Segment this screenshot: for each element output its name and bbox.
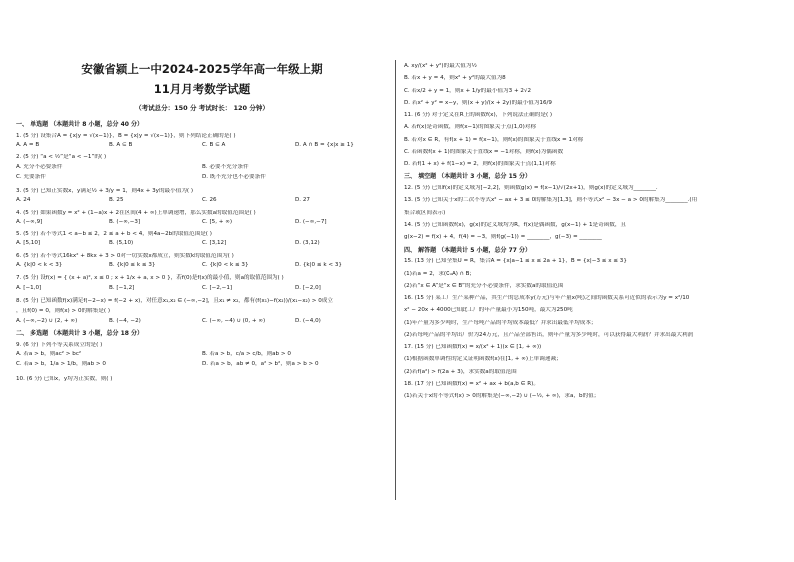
question-16-part-2: (2)若每吨产品的平均出厂价为24万元，且产品全部售出，则年产量为多少吨时，可以获得最大利润？并求出最大利润	[404, 331, 694, 338]
question-10: 10. (6 分) 已知x，y均为正实数，则( )	[16, 375, 113, 382]
exam-meta: （考试总分：150 分 考试时长： 120 分钟）	[135, 104, 269, 112]
question-17-part-2: (2)若f(a²) > f(2a + 3)，求实数a的取值范围	[404, 368, 517, 375]
question-1: 1. (5 分) 设集合A = {x|y = √(x−1)}，B = {x|y = √(x−1)}，则下列结论正确的是( )	[16, 132, 236, 139]
question-10-option-b: B. 若x + y = 4，则x² + y²的最大值为8	[404, 75, 506, 82]
option: C. 26	[202, 197, 217, 204]
question-14-continued: g(x−2) = f(x) + 4，f(4) = −3，则f(g(−1)) = ________，g(−3) = ________	[404, 234, 602, 241]
section-heading-single-choice: 一、 单选题 （本题共计 8 小题，总分 40 分）	[16, 121, 144, 128]
option: A. 若a > b，则ac² > bc²	[16, 350, 82, 357]
right-column	[404, 0, 782, 562]
question-11-option-c: C. 若函数f(x + 1)的图象关于直线x = −1对称，则f(x)为偶函数	[404, 148, 564, 155]
question-2: 2. (5 分) “a < ½”是“a < −1”的( )	[16, 154, 107, 161]
question-3-options	[16, 197, 388, 204]
option: C. 充要条件	[16, 173, 46, 180]
option: B. 若a > b，c/a > c/b，则ab > 0	[202, 350, 291, 357]
question-8-options	[16, 318, 388, 325]
question-14: 14. (5 分) 已知函数f(x)，g(x)的定义域均为R，f(x)是偶函数，g(x−1) + 1是奇函数，且	[404, 221, 627, 228]
exam-title-line2: 11月月考数学试题	[153, 82, 251, 96]
question-15: 15. (13 分) 已知全集U = R，集合A = {x|a−1 ≤ x ≤ 2a + 1}，B = {x|−3 ≤ x ≤ 3}	[404, 258, 627, 265]
option: C. [−2,−1]	[202, 285, 233, 292]
question-5: 5. (5 分) 若不等式1 < a−b ≤ 2，2 ≤ a + b < 4，则4a−2b的取值范围是( )	[16, 231, 212, 238]
column-divider	[395, 60, 396, 500]
question-11-option-b: B. 若对x ∈ R，有f(x + 1) = f(x−1)，则f(x)的图象关于直线x = 1对称	[404, 136, 584, 143]
exam-title-line1: 安徽省颍上一中2024-2025学年高一年级上期	[81, 62, 323, 76]
option: A. 充分不必要条件	[16, 163, 63, 170]
option: C. [5, + ∞)	[202, 218, 233, 225]
left-column	[16, 0, 388, 562]
option: A. A = B	[16, 142, 40, 149]
option: B. 25	[109, 197, 124, 204]
question-7-options	[16, 285, 388, 292]
question-1-options	[16, 142, 388, 149]
question-18: 18. (17 分) 已知函数f(x) = x² + ax + b(a,b ∈ R)。	[404, 380, 539, 387]
option: A. [5,10]	[16, 240, 41, 247]
option: B. A ⊆ B	[109, 142, 133, 149]
section-heading-solutions: 四、 解答题 （本题共计 5 小题，总分 77 分）	[404, 246, 532, 254]
question-16-part-1: (1)年产量为多少吨时，生产每吨产品的平均成本最低？并求出最低平均成本；	[404, 319, 597, 326]
question-8: 8. (5 分) 已知函数f(x)满足f(−2−x) = f(−2 + x)，对任意x₁,x₂ ∈ (−∞,−2]，且x₁ ≠ x₂，都有(f(x₁)−f(x₂))/(x₁−x₂) > 0成立	[16, 298, 333, 305]
section-heading-fill-blank: 三、 填空题 （本题共计 3 小题，总分 15 分）	[404, 173, 532, 181]
question-17-part-1: (1)根据函数单调性的定义证明函数f(x)在[1, + ∞)上单调递减；	[404, 356, 562, 363]
option: C. {k|0 < k ≤ 3}	[202, 261, 249, 268]
question-11-option-d: D. 若f(1 + x) + f(1−x) = 2，则f(x)的图象关于点(1,1)对称	[404, 161, 556, 168]
option: A. [−1,0]	[16, 285, 42, 292]
question-2-options	[16, 164, 388, 185]
question-13-continued: 集合或区间表示)	[404, 209, 446, 216]
option: D. (−∞,−7]	[295, 218, 327, 225]
question-4-options	[16, 219, 388, 226]
question-10-option-a: A. xy/(x² + y²)的最大值为½	[404, 63, 477, 69]
option: D. 既不充分也不必要条件	[202, 173, 266, 180]
option: B. [−1,2]	[109, 285, 135, 292]
question-6: 6. (5 分) 若不等式16kx² + 8kx + 3 > 0对一切实数x都成立，则实数k的取值范围为( )	[16, 252, 234, 259]
question-16-continued: x² − 20x + 4000已知此工厂的年产量最小为150吨，最大为250吨	[404, 307, 573, 314]
question-8-continued: ，且f(0) = 0，则f(x) > 0的解集是( )	[16, 308, 111, 315]
question-11: 11. (6 分) 对于定义在R上的函数f(x)，下列说法正确的是( )	[404, 112, 553, 119]
option: B. (5,10)	[109, 240, 134, 247]
option: C. 若a > b，1/a > 1/b，则ab > 0	[16, 361, 106, 368]
right-body	[404, 63, 782, 406]
option: D. A ∩ B = {x|x ≥ 1}	[295, 142, 354, 149]
option: A. (−∞,−2) ∪ (2, + ∞)	[16, 317, 78, 324]
question-11-option-a: A. 若f(x)是奇函数，则f(x−1)的图象关于点(1,0)对称	[404, 124, 536, 131]
option: A. {k|0 < k < 3}	[16, 261, 63, 268]
question-13: 13. (5 分) 已知关于x的二次不等式x² − ax + 3 ≤ 0的解集为[1,3]，则不等式x² − 3x − a > 0的解集为________.(用	[404, 197, 698, 204]
option: D. (−4,0)	[295, 317, 321, 324]
option: C. B ⊆ A	[202, 142, 226, 149]
question-9: 9. (6 分) 下列不等关系成立的是( )	[16, 341, 103, 348]
option: D. 若a > b，ab ≠ 0，a² > b²，则a > b > 0	[202, 361, 319, 368]
option: B. (−∞,−3]	[109, 218, 141, 225]
section-heading-multiple-choice: 二、 多选题 （本题共计 3 小题，总分 18 分）	[16, 329, 144, 337]
question-12: 12. (5 分) 已知f(x)的定义域为[−2,2]，则函数g(x) = f(x−1)/√(2x+1)，则g(x)的定义域为________.	[404, 185, 658, 192]
question-16: 16. (15 分) 某工厂生产某种产品，其生产的总成本y(万元)与年产量x(吨)之间的函数关系可近似的表示为y = x²/10	[404, 295, 690, 302]
option: A. (−∞,9]	[16, 218, 43, 225]
question-15-part-2: (2)若“x ∈ A”是“x ∈ B”的充分不必要条件，求实数a的取值范围	[404, 282, 564, 289]
option: D. (3,12)	[295, 240, 320, 247]
option: B. 必要不充分条件	[202, 163, 249, 170]
option: D. [−2,0]	[295, 285, 321, 292]
question-7: 7. (5 分) 设f(x) = { (x + a)², x ≤ 0 ; x + 1/x + a, x > 0 }，若f(0)是f(x)的最小值，则a的取值范围为( )	[16, 275, 284, 282]
question-5-options	[16, 240, 388, 247]
option: D. 27	[295, 197, 310, 204]
question-10-option-d: D. 若x² + y² = x−y，则(x + y)/(x + 2y)的最小值为16/9	[404, 99, 552, 106]
left-body	[16, 118, 388, 385]
option: C. (−∞, −4) ∪ (0, + ∞)	[202, 317, 266, 324]
option: C. [3,12]	[202, 240, 227, 247]
option: B. (−4, −2)	[109, 317, 141, 324]
question-10-option-c: C. 若x/2 + y = 1，则x + 1/y的最小值为3 + 2√2	[404, 87, 532, 94]
question-4: 4. (5 分) 如果函数y = x² + (1−a)x + 2在区间(4 + ∞)上单调递增，那么实数a的取值范围是( )	[16, 209, 256, 216]
option: A. 24	[16, 197, 31, 204]
option: D. {k|0 ≤ k < 3}	[295, 261, 342, 268]
question-18-part-1: (1)若关于x的不等式f(x) > 0的解集是(−∞,−2) ∪ (−½, + ∞)，求a，b的值；	[404, 393, 600, 400]
option: B. {k|0 ≤ k ≤ 3}	[109, 261, 156, 268]
question-3: 3. (5 分) 已知正实数x，y满足½ + 3/y = 1，则4x + 3y的最小值为( )	[16, 188, 194, 195]
question-9-options	[16, 351, 388, 372]
question-17: 17. (15 分) 已知函数f(x) = x/(x² + 1)(x ∈ [1, + ∞))	[404, 344, 542, 351]
question-6-options	[16, 262, 388, 269]
question-15-part-1: (1)若a = 2，求(∁ᵤA) ∩ B；	[404, 270, 476, 277]
